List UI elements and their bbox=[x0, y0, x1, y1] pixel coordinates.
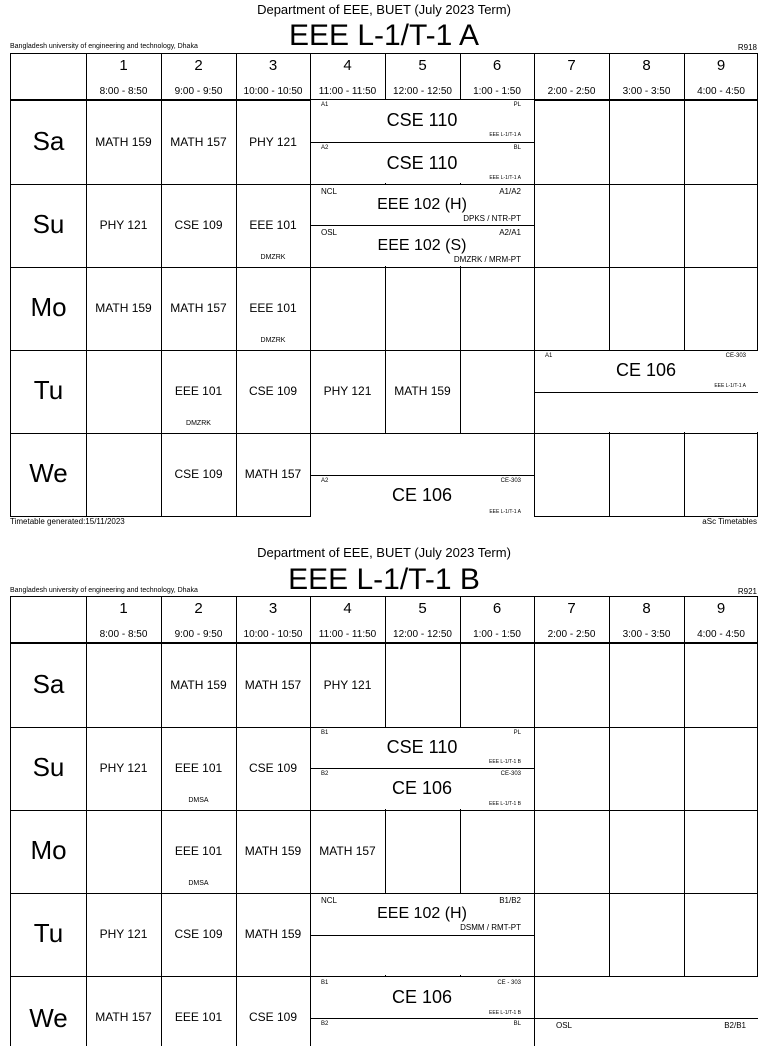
class-entry: CSE 109 bbox=[174, 218, 223, 232]
period-number: 4 bbox=[343, 57, 352, 74]
lab-section: EEE L-1/T-1 B bbox=[489, 759, 521, 765]
class-entry: CSE 109 bbox=[174, 467, 223, 481]
period-number: 8 bbox=[642, 600, 651, 617]
lab-group: B1 bbox=[321, 980, 329, 986]
period-number: 3 bbox=[268, 600, 278, 617]
period-time: 4:00 - 4:50 bbox=[697, 629, 745, 640]
lab-room: OSL bbox=[321, 228, 338, 237]
lab-course: CE 106 bbox=[615, 360, 677, 380]
lab-course: CE 106 bbox=[391, 987, 453, 1007]
teacher-code: DMSA bbox=[188, 880, 209, 887]
period-time: 3:00 - 3:50 bbox=[622, 86, 671, 97]
lab-room: CE-303 bbox=[725, 353, 746, 359]
day-label: Tu bbox=[33, 375, 64, 405]
class-entry: PHY 121 bbox=[323, 384, 372, 398]
period-time: 8:00 - 8:50 bbox=[99, 629, 148, 640]
period-time: 9:00 - 9:50 bbox=[174, 86, 223, 97]
lab-group: B1 bbox=[321, 730, 329, 736]
class-entry: MATH 159 bbox=[244, 844, 302, 858]
period-time: 1:00 - 1:50 bbox=[473, 629, 521, 640]
teacher-code: DMZRK bbox=[186, 420, 211, 427]
lab-group: A2 bbox=[321, 145, 329, 151]
lab-course: EEE 102 (H) bbox=[377, 196, 467, 213]
class-entry: MATH 159 bbox=[244, 927, 302, 941]
period-number: 9 bbox=[716, 57, 726, 74]
period-time: 11:00 - 11:50 bbox=[318, 629, 377, 640]
department-heading: Department of EEE, BUET (July 2023 Term) bbox=[257, 2, 511, 17]
lab-groups: A2/A1 bbox=[499, 228, 521, 237]
period-time: 4:00 - 4:50 bbox=[697, 86, 745, 97]
department-heading: Department of EEE, BUET (July 2023 Term) bbox=[257, 545, 511, 560]
timetable-grid bbox=[10, 53, 758, 517]
class-entry: PHY 121 bbox=[99, 761, 148, 775]
class-entry: CSE 109 bbox=[174, 927, 223, 941]
lab-room: BL bbox=[513, 1021, 521, 1027]
period-time: 2:00 - 2:50 bbox=[547, 86, 596, 97]
period-number: 3 bbox=[268, 57, 278, 74]
period-number: 4 bbox=[343, 600, 352, 617]
class-entry: PHY 121 bbox=[323, 678, 372, 692]
lab-room: OSL bbox=[556, 1021, 573, 1030]
teacher-code: DMZRK bbox=[260, 254, 286, 261]
lab-course: CSE 110 bbox=[386, 110, 458, 130]
class-entry: EEE 101 bbox=[174, 1010, 223, 1024]
day-label: Sa bbox=[32, 126, 65, 156]
class-entry: MATH 159 bbox=[394, 384, 451, 398]
period-number: 7 bbox=[567, 57, 576, 74]
period-number: 2 bbox=[194, 600, 203, 617]
period-number: 7 bbox=[567, 600, 576, 617]
class-title: EEE L-1/T-1 A bbox=[288, 19, 480, 52]
day-label: Su bbox=[32, 752, 65, 782]
lab-room: BL bbox=[513, 145, 521, 151]
lab-course: CSE 110 bbox=[386, 153, 458, 173]
lab-section: EEE L-1/T-1 A bbox=[489, 509, 521, 515]
lab-group: A1 bbox=[321, 102, 329, 108]
class-entry: MATH 157 bbox=[244, 678, 302, 692]
period-number: 2 bbox=[194, 57, 203, 74]
lab-section: EEE L-1/T-1 B bbox=[489, 1010, 521, 1016]
lab-section: EEE L-1/T-1 A bbox=[489, 132, 521, 138]
lab-groups: B2/B1 bbox=[724, 1021, 746, 1030]
lab-section: EEE L-1/T-1 B bbox=[489, 801, 521, 807]
teacher-code: DMSA bbox=[188, 797, 209, 804]
period-time: 8:00 - 8:50 bbox=[99, 86, 148, 97]
lab-course: CE 106 bbox=[391, 485, 453, 505]
lab-section: EEE L-1/T-1 A bbox=[714, 383, 746, 389]
period-number: 5 bbox=[418, 57, 427, 74]
class-entry: PHY 121 bbox=[249, 135, 297, 149]
period-number: 6 bbox=[492, 57, 502, 74]
lab-course: CE 106 bbox=[391, 778, 453, 798]
lab-room: CE-303 bbox=[500, 771, 521, 777]
day-label: Tu bbox=[33, 918, 64, 948]
lab-teacher: DPKS / NTR-PT bbox=[463, 214, 521, 223]
class-title: EEE L-1/T-1 B bbox=[288, 563, 480, 596]
day-label: Sa bbox=[32, 669, 65, 699]
class-entry: CSE 109 bbox=[248, 1010, 298, 1024]
lab-room: NCL bbox=[321, 187, 338, 196]
lab-room: CE-303 bbox=[500, 478, 521, 484]
period-time: 2:00 - 2:50 bbox=[547, 629, 596, 640]
room-code: R918 bbox=[737, 43, 757, 52]
period-number: 9 bbox=[716, 600, 726, 617]
lab-room: CE - 303 bbox=[497, 980, 521, 986]
class-entry: EEE 101 bbox=[174, 844, 223, 858]
generated-date: Timetable generated:15/11/2023 bbox=[10, 517, 125, 526]
lab-course: EEE 102 (S) bbox=[377, 237, 467, 254]
class-entry: MATH 157 bbox=[95, 1010, 152, 1024]
lab-groups: A1/A2 bbox=[499, 187, 521, 196]
lab-group: A1 bbox=[545, 353, 553, 359]
day-label: We bbox=[29, 458, 68, 488]
period-time: 10:00 - 10:50 bbox=[243, 629, 303, 640]
day-label: Mo bbox=[30, 835, 67, 865]
class-entry: EEE 101 bbox=[249, 218, 297, 232]
class-entry: CSE 109 bbox=[248, 384, 298, 398]
class-entry: EEE 101 bbox=[174, 761, 223, 775]
class-entry: MATH 157 bbox=[170, 135, 227, 149]
day-label: We bbox=[29, 1003, 68, 1033]
lab-course: CSE 110 bbox=[386, 737, 458, 757]
teacher-code: DMZRK bbox=[260, 337, 286, 344]
lab-room: PL bbox=[513, 730, 521, 736]
period-number: 1 bbox=[119, 600, 128, 617]
lab-course: EEE 102 (H) bbox=[377, 905, 467, 922]
lab-teacher: DMZRK / MRM-PT bbox=[453, 255, 521, 264]
class-entry: PHY 121 bbox=[99, 927, 148, 941]
day-label: Su bbox=[32, 209, 65, 239]
period-time: 10:00 - 10:50 bbox=[243, 86, 303, 97]
class-entry: PHY 121 bbox=[99, 218, 148, 232]
class-entry: EEE 101 bbox=[249, 301, 297, 315]
class-entry: MATH 159 bbox=[95, 135, 152, 149]
period-time: 11:00 - 11:50 bbox=[318, 86, 377, 97]
lab-groups: B1/B2 bbox=[499, 896, 521, 905]
period-number: 6 bbox=[492, 600, 502, 617]
class-entry: CSE 109 bbox=[248, 761, 298, 775]
lab-group: A2 bbox=[321, 478, 329, 484]
period-time: 3:00 - 3:50 bbox=[622, 629, 671, 640]
class-entry: MATH 157 bbox=[319, 844, 376, 858]
period-time: 12:00 - 12:50 bbox=[393, 629, 452, 640]
class-entry: EEE 101 bbox=[174, 384, 223, 398]
university-name: Bangladesh university of engineering and technology, Dhaka bbox=[10, 43, 198, 50]
period-number: 5 bbox=[418, 600, 427, 617]
lab-group: B2 bbox=[321, 1021, 329, 1027]
period-time: 12:00 - 12:50 bbox=[393, 86, 452, 97]
class-entry: MATH 159 bbox=[170, 678, 227, 692]
lab-room: PL bbox=[513, 102, 521, 108]
period-number: 1 bbox=[119, 57, 128, 74]
lab-room: NCL bbox=[321, 896, 338, 905]
class-entry: MATH 157 bbox=[170, 301, 227, 315]
class-entry: MATH 157 bbox=[244, 467, 302, 481]
period-time: 1:00 - 1:50 bbox=[473, 86, 521, 97]
timetable-grid bbox=[10, 596, 758, 1046]
university-name: Bangladesh university of engineering and technology, Dhaka bbox=[10, 587, 198, 594]
lab-teacher: DSMM / RMT-PT bbox=[460, 923, 521, 932]
room-code: R921 bbox=[737, 587, 757, 596]
lab-group: B2 bbox=[321, 771, 329, 777]
period-number: 8 bbox=[642, 57, 651, 74]
day-label: Mo bbox=[30, 292, 67, 322]
lab-section: EEE L-1/T-1 A bbox=[489, 175, 521, 181]
period-time: 9:00 - 9:50 bbox=[174, 629, 223, 640]
class-entry: MATH 159 bbox=[95, 301, 152, 315]
software-credit: aSc Timetables bbox=[702, 517, 757, 526]
